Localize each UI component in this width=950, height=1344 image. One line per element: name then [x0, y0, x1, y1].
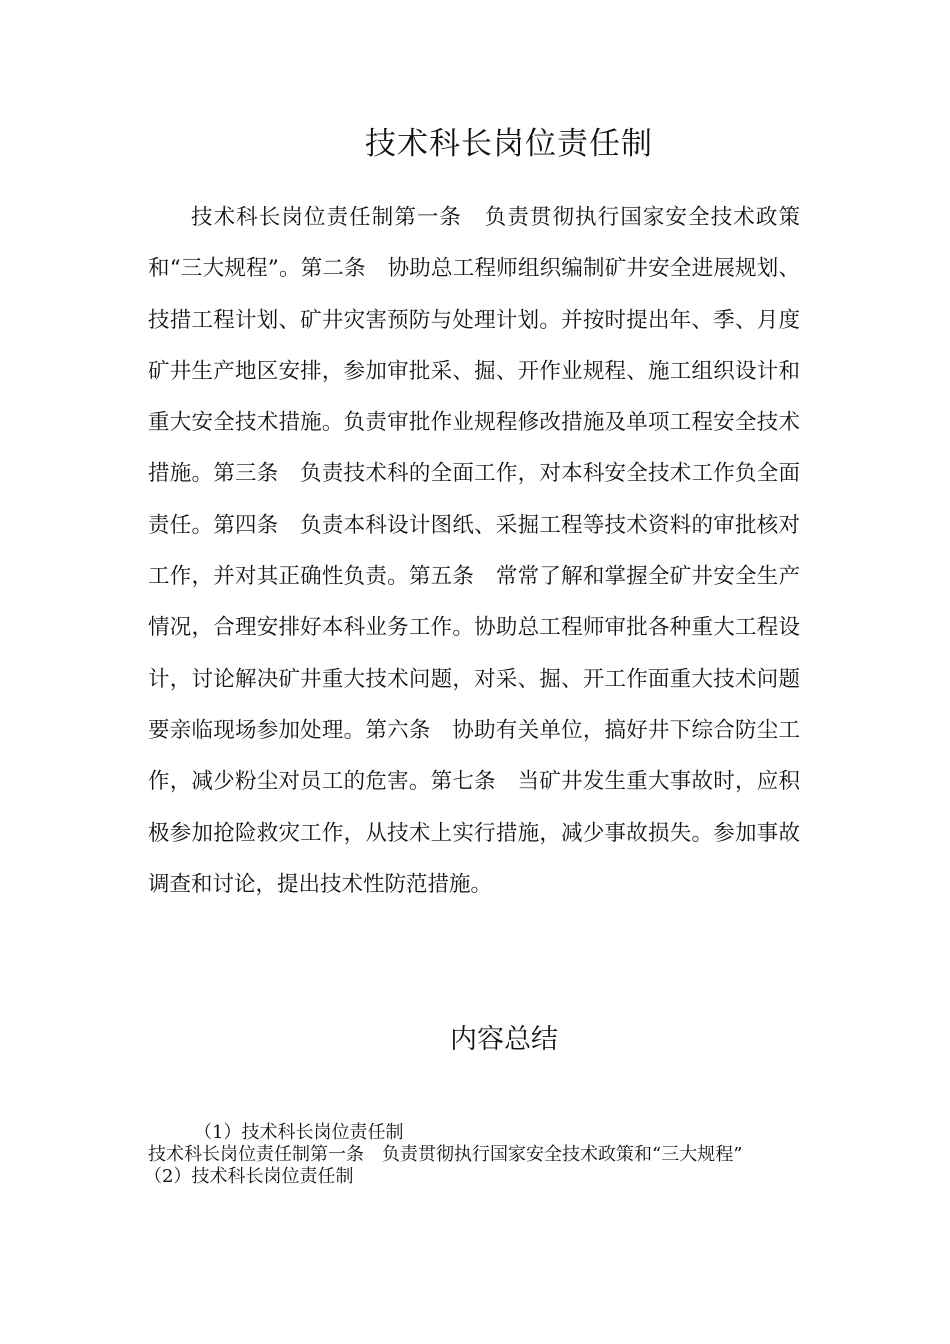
document-body-paragraph: 技术科长岗位责任制第一条 负责贯彻执行国家安全技术政策和“三大规程”。第二条 协助总工程师组织编制矿井安全进展规划、技措工程计划、矿井灾害预防与处理计划。并按时提出年、季、月度矿井生产地区安排，参加审批采、掘、开作业规程、施工组织设计和重大安全技术措施。负责审批作业规程修改措施及单项工程安全技术措施。第三条 负责技术科的全面工作，对本科安全技术工作负全面责任。第四条 负责本科设计图纸、采掘工程等技术资料的审批核对工作，并对其正确性负责。第五条 常常了解和掌握全矿井安全生产情况，合理安排好本科业务工作。协助总工程师审批各种重大工程设计，讨论解决矿井重大技术问题，对采、掘、开工作面重大技术问题要亲临现场参加处理。第六条 协助有关单位，搞好井下综合防尘工作，减少粉尘对员工的危害。第七条 当矿井发生重大事故时，应积极参加抢险救灾工作，从技术上实行措施，减少事故损失。参加事故调查和讨论，提出技术性防范措施。: [148, 205, 800, 897]
summary-item-heading: （1）技术科长岗位责任制: [194, 1122, 404, 1143]
summary-title: 内容总结: [450, 1024, 558, 1055]
document-title: 技术科长岗位责任制: [365, 126, 653, 162]
summary-item-heading: （2）技术科长岗位责任制: [144, 1166, 354, 1187]
summary-item-text: 技术科长岗位责任制第一条 负责贯彻执行国家安全技术政策和“三大规程”: [148, 1144, 743, 1165]
summary-section: [144, 1122, 804, 1188]
